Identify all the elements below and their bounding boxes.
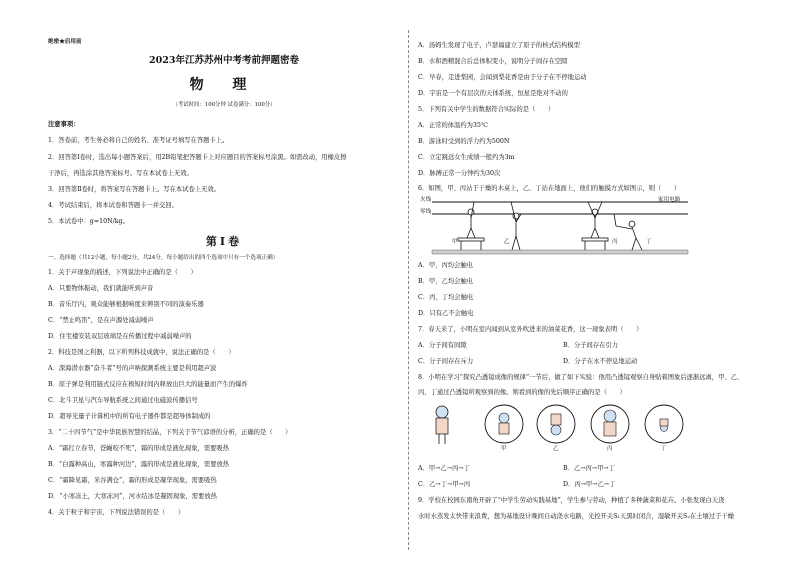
option: C．早春，走进梨园，会闻到梨花香是由于分子在不停地运动 [418, 74, 587, 81]
notes-title: 注意事项： [48, 121, 80, 128]
confidential-tag: 绝密★启用前 [48, 39, 82, 45]
lens-images-figure [428, 400, 748, 456]
option: D．只有乙不会触电 [418, 310, 474, 317]
option: B．乙→丙→甲→丁 [563, 465, 615, 472]
option: B．水和酒精混合后总体积变小，说明分子间存在空隙 [418, 58, 568, 65]
option: D．脉搏正常一分钟约为30次 [418, 170, 501, 177]
image-label: 丙 [607, 446, 613, 452]
person-label: 丁 [646, 239, 652, 245]
question-stem: 3．“二十四节气”是中华民族智慧的结晶，下列关于节气谚语的分析，正确的是（ ） [48, 429, 292, 436]
exam-info: （考试时间：100分钟 试卷满分：100分） [172, 102, 276, 108]
option: A．深海潜水器“奋斗者”号的声呐探测系统主要是利用超声波 [48, 365, 217, 372]
note-line: 1．答卷前，考生务必将自己的姓名、准考证号填写在答题卡上。 [48, 137, 229, 144]
option: A．“霜打立春节，苍蝇咬不死”，霜的形成是液化现象，需要吸热 [48, 445, 230, 452]
image-label: 丁 [661, 446, 667, 452]
option: D．分子在永不停息地运动 [563, 358, 638, 365]
option: B．“白露种高山，寒露种河边”，露的形成是液化现象，需要放热 [48, 461, 230, 468]
part-one-title: 第Ⅰ卷 [205, 235, 243, 248]
option: B．音乐厅内，观众能够根据响度来辨别不同的演奏乐器 [48, 301, 204, 308]
question-stem-cont: 水时水蒸发太快带来浪费，想为基地设计晚间自动浇水电路，光控开关S₁天黑时闭合，湿敏开关S₂在土壤过于干燥 [418, 513, 734, 520]
option: B．甲、乙均会触电 [418, 278, 474, 285]
option: A．甲→乙→丙→丁 [418, 465, 470, 472]
option: A．正常的体温约为35℃ [418, 122, 488, 129]
note-line: 3．回答第Ⅱ卷时，将答案写在答题卡上。写在本试卷上无效。 [48, 186, 221, 193]
question-stem: 5．下列有关中学生的数据符合实际的是（ ） [418, 106, 555, 113]
section-intro: 一、选择题（共12小题，每小题2分，共24分。每小题给出的四个选项中只有一个选项正确） [48, 255, 279, 261]
option: C．乙→丁→甲→丙 [418, 481, 471, 488]
option: C．丙、丁均会触电 [418, 294, 474, 301]
note-line: 4．考试结束后，将本试卷和答题卡一并交回。 [48, 202, 178, 209]
question-stem: 9．学校在校园东南角开辟了“中学生劳动实践基地”，学生参与劳动，种植了多种蔬菜和花卉。小张发现白天浇 [418, 497, 725, 504]
note-line: 干净后，再选涂其他答案标号。写在本试卷上无效。 [48, 170, 193, 177]
option: D．住宅楼安装双层玻璃是在传播过程中减弱噪声的 [48, 333, 192, 340]
option: A．甲、丙均会触电 [418, 262, 473, 269]
option: D．“小寒冻土，大寒冻河”，河水结冰是凝固现象，需要放热 [48, 493, 217, 500]
option: B．原子弹是利用链式反应在极短时间内释放出巨大的能量而产生的爆炸 [48, 381, 248, 388]
lens-images [428, 400, 748, 456]
person-label: 甲 [452, 239, 458, 245]
household-circuit-label: 家用电路 [658, 197, 681, 203]
option: D．宇宙是一个有层次的天体系统，恒星是绝对不动的 [418, 90, 568, 97]
option: C．“禁止鸣笛”，是在声源处减弱噪声 [48, 317, 154, 324]
live-wire-label: 火线 [420, 197, 432, 203]
note-line: 5．本试卷中：g=10N/kg。 [48, 218, 129, 225]
option: B．游泳时受到的浮力约为500N [418, 138, 510, 145]
question-stem: 1．关于声现象的描述，下列说法中正确的是（ ） [48, 269, 197, 276]
electric-shock-figure [418, 194, 708, 256]
option: A．只要物体振动，我们就能听到声音 [48, 285, 154, 292]
option: A．分子间有间隙 [418, 342, 467, 349]
option: D．丙→甲→乙→丁 [563, 481, 616, 488]
question-stem: 2．科技是国之利器，以下所列科技成就中，说法正确的是（ ） [48, 349, 235, 356]
subject-title: 物 理 [189, 77, 259, 93]
image-label: 乙 [553, 446, 559, 452]
option: C．“霜降见霜，米谷满仓”，霜的形成是凝华现象，需要吸热 [48, 477, 217, 484]
neutral-wire-label: 零线 [420, 209, 432, 215]
right-column [418, 0, 768, 562]
person-label: 丙 [612, 239, 618, 245]
question-stem: 8．小明在学习“探究凸透镜成像的规律”一节后，做了如下实验：他用凸透镜观察自身贴着图象后逐渐远离，甲、乙、 [418, 374, 744, 381]
exam-title: 2023年江苏苏州中考考前押题密卷 [149, 55, 299, 66]
option: B．分子间存在引力 [563, 342, 619, 349]
option: A．汤姆生发现了电子，卢瑟福建立了原子的核式结构模型 [418, 42, 580, 49]
note-line: 2．回答第Ⅰ卷时，选出每小题答案后，用2B铅笔把答题卡上对应题目的答案标号涂黑。如需改动，用橡皮擦 [48, 154, 347, 161]
person-label: 乙 [504, 239, 510, 245]
column-divider [408, 30, 409, 550]
option: C．分子间存在斥力 [418, 358, 474, 365]
question-stem: 4．关于粒子和宇宙，下列说法错误的是（ ） [48, 509, 185, 516]
question-stem: 7．春天来了，小明在室内闻到从室外吹进来的油菜花香，这一现象表明（ ） [418, 326, 643, 333]
left-column [48, 0, 400, 562]
option: C．立定跳远女生成绩一般约为3m [418, 154, 515, 161]
option: D．超导光量子计算机中的所有电子器件都是超导体制成的 [48, 413, 211, 420]
question-stem: 6．如图，甲、丙站于干燥的木桌上，乙、丁站在地面上，他们的触摸方式如图示，则（ ） [418, 185, 681, 192]
option: C．北斗卫星与汽车导航系统之间通过电磁波传播信号 [48, 397, 198, 404]
image-label: 甲 [501, 446, 507, 452]
question-stem-cont: 丙、丁通过凸透镜所观察到的像。则看到的像的先后顺序正确的是（ ） [418, 389, 626, 396]
